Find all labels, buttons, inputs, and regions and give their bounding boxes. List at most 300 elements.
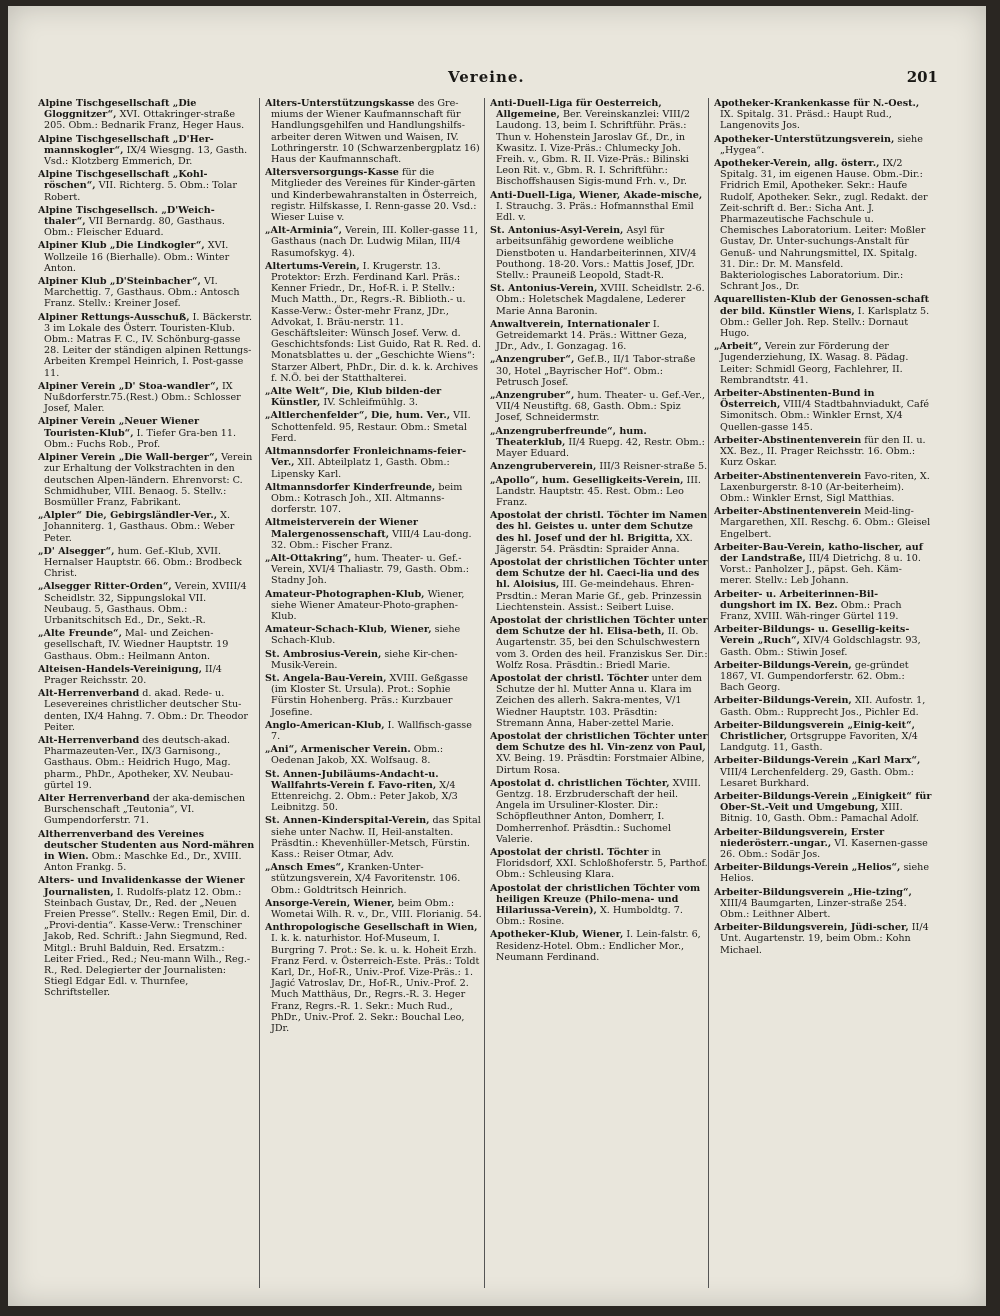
entry-heading: St. Antonius-Asyl-Verein, <box>490 225 624 237</box>
directory-entry <box>490 190 708 224</box>
entry-text: VIII/4 Stadtbahnviadukt, Café Simonitsch. <box>720 399 930 422</box>
column-3 <box>490 98 708 1298</box>
entry-text: Vorst.: Panholzer J., päpst. Geh. Käm-merer. <box>720 564 902 587</box>
directory-entry <box>265 517 483 551</box>
entry-text: Obm.: Maschke Ed., Dr., XVIII. Anton Frankg. 5. <box>44 851 242 874</box>
directory-entry <box>714 589 932 623</box>
entry-text: Obm.: Peter Jakob, X/3 Leibnitzg. 50. <box>271 790 458 814</box>
entry-text: Obm.: Matras F. C., IV. Schönburg-gasse 28. <box>44 334 241 357</box>
entry-text: Dir.: Wolfz Rosa. <box>496 648 708 671</box>
entry-text: Obm.: Bednarik Franz, Heger Haus. <box>68 120 245 132</box>
entry-heading: Apostolat der christl. Töchter <box>490 847 649 858</box>
entry-heading: Apotheker-Klub, Wiener, <box>490 929 624 941</box>
entry-text: Obm.: Pamachal Adolf. <box>808 813 919 825</box>
entry-text: Präsdtin.: Suchomel Valerie. <box>496 822 671 845</box>
directory-entry <box>265 769 483 814</box>
entry-text: Verw. d. Geschichtsfonds: List Guido, Rat R. <box>271 328 461 351</box>
entry-text: hum. Gef.-Klub, XVII. Hernalser Hauptstr. 66. <box>44 545 221 568</box>
entry-text: siehe Helios. <box>720 862 929 885</box>
entry-text: Dir.: Schöpfleuthner Anton, Domherr, I. Domherrenhof. <box>496 800 665 834</box>
entry-text: Obm.: Geller Joh. Rep. <box>720 316 830 328</box>
entry-text: VII Bernardg. 80, Gasthaus. <box>88 216 225 228</box>
entry-heading: St. Angela-Bau-Verein, <box>265 672 387 684</box>
entry-text: Obm.: Urbanitschitsch Ed., Dr., Sekt.-R. <box>44 603 206 626</box>
entry-text: Verein zur Förderung der Jugenderziehung, IX. Wasag. 8. <box>720 341 889 364</box>
entry-heading: „Alsegger Ritter-Orden“, <box>38 581 172 593</box>
entry-text: Präsdtin.: Khevenhüller-Metsch, Fürstin. <box>271 837 470 849</box>
entry-text: Stellv.: Leb Johann. <box>754 575 849 587</box>
entry-text: III/4 Dietrichg. 8 u. 10. <box>808 552 921 564</box>
entry-text: des deutsch-akad. Pharmazeuten-Ver., IX/3 Garnisong., Gasthaus. <box>44 734 231 769</box>
directory-entry <box>38 510 256 544</box>
entry-heading: Alteisen-Handels-Vereinigung, <box>38 663 202 675</box>
entry-heading: Arbeiter-Bildungs-Verein, <box>714 659 852 671</box>
entry-heading: Arbeiter-Bildungsverein „Einig-keit“, Christlicher, <box>714 719 915 742</box>
entry-text: Obm.: Rupprecht Jos., Pichler Ed. <box>754 706 919 718</box>
entry-text: Obm.: Schleusing Klara. <box>496 869 615 881</box>
entry-heading: Apostolat der christlichen Töchter unter dem Schutze des hl. Vin-zenz von Paul, <box>490 730 708 754</box>
entry-text: Obm.: Winkler Ernst, X/4 Quellen-gasse 145. <box>720 410 903 433</box>
entry-text: Sekr., zugl. Redakt. der Zeit-schrift d. Ber.: Sicha Ant. J. <box>720 191 928 214</box>
entry-text: XIV/4 Goldschlagstr. 93, Gasth. <box>720 635 921 658</box>
entry-heading: Apostolat der christl. Töchter im Namen des hl. Geistes u. unter dem Schutze des hl. Josef und der hl. Brigitta, <box>490 510 708 544</box>
entry-heading: Alpine Tischgesellsch. „D'Weich-thaler“, <box>38 204 215 228</box>
directory-entry <box>265 862 483 896</box>
directory-entry <box>490 283 708 317</box>
entry-text: ge-gründet 1867, VI. Gumpendorferstr. 62. <box>720 659 909 682</box>
directory-entry <box>714 887 932 921</box>
entry-heading: Aquarellisten-Klub der Genossen-schaft der bild. Künstler Wiens, <box>714 294 930 317</box>
entry-heading: „Alte Welt“, Die, Klub bilden-der Künstler, <box>265 386 442 409</box>
entry-text: Präsdtin: Spraider Anna. <box>558 543 680 555</box>
directory-entry <box>265 482 483 516</box>
entry-text: für die Mitglieder des Vereines für Kinder-gärten und Kinderbewahranstalten in Österreich, registr. Hilfskasse, I. Renn-gasse 20. <box>271 167 478 212</box>
entry-heading: Altertums-Verein, <box>265 260 360 272</box>
directory-entry <box>38 276 256 310</box>
directory-entry <box>714 471 932 505</box>
directory-entry <box>490 354 708 388</box>
column-divider <box>484 98 485 1288</box>
directory-entry <box>38 452 256 508</box>
entry-text: Wiener, siehe Wiener Amateur-Photo-graphen-Klub. <box>271 588 465 622</box>
directory-entry <box>490 319 708 353</box>
entry-text: Präs.: Wittner Geza, JDr., Adv., I. Gonzagag. 16. <box>496 330 687 353</box>
directory-entry <box>38 628 256 662</box>
directory-entry <box>265 649 483 671</box>
entry-text: I. Tiefer Gra-ben 11. <box>136 427 237 439</box>
entry-text: VI. Marchettig. 7, Gasthaus. <box>44 276 218 299</box>
entry-text: X. Johanniterg. 1, Gasthaus. <box>44 510 230 533</box>
directory-entry <box>38 735 256 791</box>
directory-entry <box>490 426 708 460</box>
entry-text: I. k. k. naturhistor. Hof-Museum, I. Burgring 7. <box>271 933 441 956</box>
entry-text: VI. Kasernen-gasse 26. <box>720 837 928 860</box>
entry-heading: „Anzengruber“, <box>490 354 575 366</box>
entry-heading: Alters-Unterstützungskasse <box>265 98 415 109</box>
directory-entry <box>38 416 256 450</box>
entry-heading: St. Ambrosius-Verein, <box>265 648 382 660</box>
entry-text: Stellv.: Dornaut Hugo. <box>720 316 909 340</box>
column-1 <box>38 98 256 1298</box>
directory-entry <box>38 240 256 274</box>
entry-heading: Apostolat der christlichen Töchter unter dem Schutze der hl. Caeci-lia und des hl. Aloisius, <box>490 556 708 591</box>
directory-entry <box>490 731 708 776</box>
entry-heading: „Anzengruber“, <box>490 390 575 402</box>
directory-entry <box>490 847 708 881</box>
column-2 <box>265 98 483 1298</box>
entry-heading: Arbeiter-Bau-Verein, katho-lischer, auf der Landstraße, <box>714 541 923 564</box>
directory-entry <box>490 929 708 963</box>
entry-text: I. Krugerstr. 13. <box>362 260 441 272</box>
entry-heading: Alpiner Verein „Neuer Wiener Touristen-Klub“, <box>38 416 200 439</box>
entry-heading: St. Antonius-Verein, <box>490 283 598 295</box>
entry-heading: Arbeiter-Bildungs-Verein „Helios“, <box>714 862 901 874</box>
directory-entry <box>714 98 932 132</box>
entry-text: Kasse-Verw.: Trenschiner Jakob, Red. <box>44 920 242 943</box>
entry-heading: St. Annen-Jubiläums-Andacht-u. Wallfahrts-Verein f. Favo-riten, <box>265 768 439 791</box>
entry-heading: Alpine Tischgesellschaft „D'Her-mannskogler“, <box>38 133 214 156</box>
entry-text: 2. Much Matthäus, Dr., Regrs.-R. <box>271 978 469 1001</box>
entry-heading: Apostolat der christlichen Töchter unter dem Schutze der hl. Elisa-beth, <box>490 614 708 638</box>
entry-text: siehe Schach-Klub. <box>271 624 461 647</box>
entry-text: Obm.: Rosine. <box>496 916 565 928</box>
entry-text: VIII/4 Lau-dong. 32. <box>271 528 472 551</box>
directory-entry <box>265 815 483 860</box>
directory-entry <box>714 922 932 956</box>
entry-heading: „Arbeit“, <box>714 341 762 353</box>
directory-entry <box>265 744 483 766</box>
entry-text: Obm.: Fischer Franz. <box>289 539 393 551</box>
directory-entry <box>265 410 483 444</box>
column-divider <box>259 98 260 1288</box>
entry-text: Obm.: Schlosser Josef, Maler. <box>44 392 241 415</box>
entry-text: III/3 Reisner-straße 5. <box>599 461 708 473</box>
entry-text: hum. Theater- u. Gef.-Ver., VII/4 Neustiftg. 68, Gasth. <box>496 390 706 413</box>
entry-text: XV. Being. 19. <box>496 753 564 765</box>
entry-text: IX Nußdorferstr.75.(Rest.) <box>44 380 233 404</box>
entry-text: XX. Jägerstr. 54. <box>496 532 693 555</box>
directory-entry <box>38 98 256 132</box>
directory-entry <box>38 312 256 379</box>
directory-entry <box>265 167 483 223</box>
entry-text: Präs.: Kenner Friedr., Dr., Hof-R. i. P. <box>271 272 461 295</box>
entry-text: 2. Sekr.: Bouchal Leo, JDr. <box>271 1011 465 1035</box>
entry-heading: Apostolat d. christlichen Töchter, <box>490 777 670 789</box>
directory-entry <box>714 862 932 884</box>
entry-text: Mitgl.: Bruhl Balduin, Red. <box>44 942 175 954</box>
directory-entry <box>38 134 256 168</box>
entry-text: Obm.: Sodär Jos. <box>738 849 821 860</box>
entry-text: Ehrenvorst: C. Schmidhuber, VIII. Benaog. 5. <box>44 474 243 497</box>
directory-entry <box>265 898 483 920</box>
entry-text: Obm.: Lipensky Karl. <box>271 457 450 480</box>
entry-heading: Arbeiter-Abstinentenverein <box>714 470 862 482</box>
entry-text: siehe Kir-chen-Musik-Verein. <box>271 648 458 671</box>
page-number: 201 <box>906 68 938 86</box>
directory-entry <box>38 205 256 239</box>
directory-entry <box>265 386 483 408</box>
entry-text: IX/4 Wiesgng. 13, Gasth. <box>126 144 248 156</box>
directory-page <box>8 6 986 1306</box>
entry-heading: Amateur-Schach-Klub, Wiener, <box>265 624 432 636</box>
entry-text: Obm.: Endlicher Mor., Neumann Ferdinand. <box>496 940 685 963</box>
entry-text: Prot.: Sophie Fürstin Hohenberg. <box>271 684 451 707</box>
entry-text: Vsd.: Klotzberg Emmerich, Dr. <box>44 156 193 168</box>
entry-heading: Arbeiter-Abstinentenverein <box>714 506 862 518</box>
directory-entry <box>265 261 483 384</box>
directory-entry <box>265 589 483 623</box>
entry-text: XIII/4 Baumgarten, Linzer-straße 254. <box>720 897 907 909</box>
directory-entry <box>38 169 256 203</box>
entry-text: Obm.: Steinbach Gustav, Dr., Red. der „Neuen Freien Presse“. <box>44 886 242 921</box>
entry-text: Obm.: Prach Franz, XVIII. Wäh-ringer Gürtel 119. <box>720 599 902 622</box>
entry-heading: „Apollo“, hum. Geselligkeits-Verein, <box>490 474 684 486</box>
directory-entry <box>490 557 708 613</box>
entry-text: Sekr.: Haufe Rudolf, Apotheker. <box>720 180 908 203</box>
entry-heading: Altmeisterverein der Wiener Malergenossenschaft, <box>265 517 418 540</box>
directory-entry <box>490 475 708 509</box>
entry-text: III. Ge-meindehaus. <box>562 579 659 591</box>
entry-text: Biblioth.- u. Kasse-Verw.: Öster-mehr Franz, JDr., Advokat, I. Bräu-nerstr. 11. <box>271 294 466 328</box>
entry-text: Protektor: Erzh. Ferdinand Karl. <box>271 272 430 284</box>
entry-text: Favo-riten, X. Laxenburgerstr. 8-10 (Ar-beiterheim). <box>720 470 930 493</box>
entry-heading: Alpiner Klub „Die Lindkogler“, <box>38 240 205 252</box>
entry-heading: Apotheker-Verein, allg. österr., <box>714 158 880 170</box>
entry-text: VII. Schottenfeld. 95, Restaur. <box>271 410 471 433</box>
entry-heading: Arbeiter-Bildungsverein, Jüdi-scher, <box>714 922 909 934</box>
entry-text: X/4 Ettenreichg. 2. <box>271 779 456 802</box>
entry-text: Ber. Vereinskanzlei: VIII/2 Laudong. 13, beim I. Schriftführ. <box>496 109 690 132</box>
directory-entry <box>265 98 483 165</box>
directory-entry <box>265 624 483 646</box>
entry-text: Obm.: Tolar Robert. <box>44 180 237 203</box>
entry-text: III. Landstr. Hauptstr. 45. Rest. <box>496 474 701 497</box>
entry-heading: Anthropologische Gesellschaft in Wien, <box>265 922 478 934</box>
entry-text: Vsd.: Wieser Luise v. <box>271 200 477 224</box>
column-divider <box>708 98 709 1288</box>
entry-text: Obm.: Winkler Ernst, Sigl Matthias. <box>720 492 895 504</box>
entry-text: I. Rudolfs-platz 12. <box>116 886 209 898</box>
entry-text: Kass.: Reiser Otmar, Adv. <box>271 849 394 860</box>
entry-text: Obm.: Kotrasch Joh., XII. Altmanns-dorferstr. 107. <box>271 492 445 516</box>
entry-text: beim <box>438 481 463 493</box>
directory-entry <box>265 553 483 587</box>
entry-heading: Anti-Duell-Liga für Oesterreich, Allgemeine, <box>490 98 662 121</box>
entry-text: XVI. Ottakringer-straße 205. <box>44 109 235 132</box>
entry-text: Obm.: Oedenan Jakob, XX. Wolfsaug. 8. <box>271 744 444 767</box>
directory-entry <box>265 720 483 742</box>
entry-text: Stellv.: Regen Emil, Dir. d. „Provi-dentia“. <box>44 909 250 932</box>
entry-text: Stellv.: Kreiner Josef. <box>78 298 181 310</box>
entry-heading: „Alt-Arminia“, <box>265 225 343 237</box>
entry-text: Obm.: Weber Peter. <box>44 521 235 544</box>
directory-entry <box>38 875 256 998</box>
entry-text: Mal- und Zeichen-gesellschaft, IV. Wiedner Hauptstr. 19 Gasthaus. <box>44 628 229 662</box>
entry-heading: Altmannsdorfer Kinderfreunde, <box>265 481 436 493</box>
entry-heading: Arbeiter-Bildungs- u. Gesellig-keits-Verein „Ruch“, <box>714 624 910 647</box>
entry-text: das Spital siehe unter Nachw. II, Heil-anstalten. <box>271 815 481 838</box>
entry-text: Stellv.: Much Matth., Dr., Regrs.-R. <box>271 283 455 306</box>
directory-entry <box>714 388 932 433</box>
entry-heading: Arbeiter-Bildungs-Verein, <box>714 695 852 707</box>
entry-text: Obm.: Holetschek Magdalene, Lederer Marie Anna Baronin. <box>496 294 686 317</box>
entry-heading: Arbeiter-Bildungsverein „Hie-tzing“, <box>714 886 912 898</box>
directory-entry <box>490 225 708 281</box>
entry-text: I. Lein-falstr. 6, Residenz-Hotel. <box>496 929 701 952</box>
entry-heading: Alpine Tischgesellschaft „Die Gloggnitzer“, <box>38 98 197 121</box>
entry-text: I. Vize-Präs.: Chlumecky Joh. Freih. v., Gbm. R. <box>496 142 681 166</box>
entry-text: Verein, III. Koller-gasse 11, Gasthaus (nach Dr. Ludwig Milan, III/4 Rasumofskyg. 4). <box>271 225 478 259</box>
entry-text: XII. Abteilplatz 1, Gasth. <box>297 457 418 469</box>
entry-heading: „Anzengruberfreunde“, hum. Theaterklub, <box>490 425 647 448</box>
entry-text: Pharmazeutische Fachschule u. Chemisches Laboratorium. Leiter: Moßler Gustav, Dr. Unter-suchungs-Anstalt für Genuß- und Nahrungsmittel, IX. Spitalg. 31. Dir.: Dr. M. Mansfeld. Bakteriologisches Laboratorium. Dir.: Schrant Jos., Dr. <box>720 214 926 293</box>
directory-entry <box>714 660 932 694</box>
directory-entry <box>714 341 932 386</box>
directory-entry <box>714 134 932 156</box>
entry-text: I. Schriftführ.: Bischoffshausen Sigis-mund Frh. v., Dr. <box>496 165 687 188</box>
entry-heading: „Alt-Ottakring“, <box>265 552 352 564</box>
entry-text: hum. Theater- u. Gef.-Verein, XVI/4 Thaliastr. 79, Gasth. <box>271 552 462 576</box>
entry-text: Präsd.: Haupt Rud., Langenovits Jos. <box>720 109 892 132</box>
entry-text: Obm.: Goldtritsch Heinrich. <box>271 884 407 896</box>
entry-text: Obm.: Fuchs Rob., Prof. <box>44 438 161 450</box>
entry-heading: Anwaltverein, Internationaler <box>490 318 650 330</box>
entry-text: Gef.B., II/1 Tabor-straße 30, Hotel „Bayrischer Hof“. <box>496 354 696 377</box>
entry-heading: Altherrenverband des Vereines deutscher Studenten aus Nord-mähren in Wien. <box>38 828 255 862</box>
entry-text: 3. Heger Franz, Regrs.-R. <box>271 989 466 1012</box>
directory-entry <box>38 581 256 626</box>
entry-heading: Ansorge-Verein, Wiener, <box>265 897 395 909</box>
entry-text: des Gre-miums der Wiener Kaufmannschaft für Handlungsgehilfen und Handlungshilfs-arbeiter deren Witwen und Waisen, IV. Lothringerstr. 10 (Schwarzenbergplatz 16) Haus der Kaufmannschaft. <box>271 98 480 166</box>
entry-text: I. Strauchg. 3. <box>496 200 566 212</box>
entry-heading: Alpiner Klub „D'Steinbacher“, <box>38 276 201 288</box>
directory-entry <box>714 158 932 292</box>
entry-text: Obm.: Stiwin Josef. <box>754 646 848 658</box>
page-title: Vereine. <box>448 68 525 86</box>
entry-text: II/4 Ruepg. 42, Restr. <box>568 436 673 448</box>
directory-entry <box>38 688 256 733</box>
entry-text: Obm.: Smetal Ferd. <box>271 421 467 444</box>
entry-heading: Arbeiter-Bildungs-Verein „Karl Marx“, <box>714 755 921 767</box>
entry-text: IV. Schleifmühlg. 3. <box>323 397 418 409</box>
entry-text: der aka-demischen Burschenschaft „Teutonia“, VI. Gumpendorferstr. 71. <box>44 792 246 827</box>
entry-text: XVIII. Geßgasse (im Kloster St. Ursula). <box>271 672 468 696</box>
directory-entry <box>714 791 932 825</box>
entry-text: XII. Aufostr. 1, Gasth. <box>720 695 926 718</box>
entry-heading: Apotheker-Unterstützungsverein, <box>714 133 895 145</box>
directory-entry <box>265 922 483 1034</box>
entry-text: Ortsgruppe Favoriten, X/4 Landgutg. 11, Gasth. <box>720 730 918 754</box>
entry-text: Präs.: Toldt Karl, Dr., Hof-R., Univ.-Prof. <box>271 955 480 979</box>
entry-text: Pädag. Leiter: Schmidl Georg, Fachlehrer, II. Rembrandtstr. 41. <box>720 352 909 386</box>
entry-text: I. Bäckerstr. 3 im Lokale des Österr. Touristen-Klub. <box>44 311 253 334</box>
directory-entry <box>265 673 483 718</box>
entry-text: Präs.: Thun v. Hohenstein Jaroslav Gf., Dr., in Kwasitz. <box>496 120 687 154</box>
entry-text: I. Getreidemarkt 14. <box>496 318 660 342</box>
entry-heading: Apostolat der christl. Töchter <box>490 672 649 684</box>
directory-entry <box>490 390 708 424</box>
entry-text: VII. Richterg. 5. <box>98 180 177 192</box>
entry-text: XVIII. Scheidlstr. 2-6. <box>600 283 705 295</box>
directory-entry <box>265 446 483 480</box>
entry-heading: „Alte Freunde“, <box>38 628 122 640</box>
entry-text: unter dem Schutze der hl. Mutter Anna u. Klara im Zeichen des allerh. Sakra-mentes, V/1 Wiedner Hauptstr. 103. <box>496 672 703 718</box>
directory-entry <box>490 615 708 671</box>
entry-heading: „Alpler“ Die, Gebirgsländler-Ver., <box>38 510 218 522</box>
directory-entry <box>490 510 708 555</box>
entry-text: Obm.-Dir.: Fridrich Emil, Apotheker. <box>720 169 923 192</box>
entry-text: Obm.: Brodbeck Christ. <box>44 556 242 580</box>
entry-text: Leiter der ständigen alpinen Rettungs-Arbeiten Krempel Heinrich, I. Post-gasse 11. <box>44 345 252 379</box>
directory-entry <box>490 673 708 729</box>
directory-entry <box>38 793 256 827</box>
entry-text: Schrift.: Jahn Siegmund, Red. <box>102 931 248 943</box>
entry-text: beim Obm.: Wometai Wilh. R. v., Dr., VIII. Florianig. 54. <box>271 897 482 921</box>
entry-text: für den II. u. XX. Bez., II. Prager Reichsstr. 16. <box>720 434 926 458</box>
entry-text: Obm.: Leithner Albert. <box>720 909 831 921</box>
entry-heading: Alpine Tischgesellschaft „Kohl-röschen“, <box>38 169 208 192</box>
directory-entry <box>38 546 256 580</box>
entry-heading: Altmannsdorfer Fronleichnams-feier-Ver., <box>265 446 467 469</box>
entry-heading: Amateur-Photographen-Klub, <box>265 588 425 600</box>
entry-text: Obm.: Dr. Theodor Peiter. <box>44 710 249 733</box>
entry-heading: „Ansch Emes“, <box>265 862 345 874</box>
entry-text: Obm.: Leo Franz. <box>496 485 684 508</box>
entry-heading: Anti-Duell-Liga, Wiener, Akade-mische, <box>490 189 703 201</box>
entry-text: Delegierter der Journalisten: Stiegl Edgar Edl. v. Thurnfee, Schriftsteller. <box>44 965 227 999</box>
directory-entry <box>714 755 932 789</box>
entry-heading: Anzengruberverein, <box>490 461 597 473</box>
entry-text: Kranken-Unter-stützungsverein, X/4 Favoritenstr. 106. <box>271 862 461 885</box>
entry-text: II/4 Unt. Augartenstr. 19, beim Obm.: Kohn Michael. <box>720 922 929 956</box>
entry-heading: Arbeiter- u. Arbeiterinnen-Bil-dungshort im IX. Bez. <box>714 588 879 611</box>
entry-text: Obm.: Antosch Franz. <box>44 287 240 310</box>
entry-text: XVIII. Gentzg. 18. Erzbruderschaft der heil. Angela im Ursuliner-Kloster. <box>496 777 701 812</box>
entry-text: X. Humboldtg. 7. <box>599 905 683 917</box>
page-header <box>8 68 986 94</box>
entry-text: XVI. Wollzeile 16 (Bierhalle). <box>44 240 229 263</box>
entry-text: Obm.: Winter Anton. <box>44 251 230 274</box>
entry-text: Obm.: Lesaret Burkhard. <box>720 766 914 789</box>
column-4 <box>714 98 932 1298</box>
directory-entry <box>490 778 708 845</box>
entry-text: Red. d. Monatsblattes u. der „Geschichte Wiens“: Starzer Albert, PhDr., Dir. d. k. k. Archives f. N.Ö. bei der Statthalterei. <box>271 339 482 384</box>
entry-heading: Alters- und Invalidenkasse der Wiener Journalisten, <box>38 875 245 898</box>
entry-text: Ersatzm.: Leiter Fried., Red.; Neu-mann Wilh., Reg.-R., Red. <box>44 942 251 977</box>
directory-entry <box>38 664 256 686</box>
entry-text: Obm.: Heidrich Hugo, Mag. pharm., PhDr., Apotheker, XV. Neubau-gürtel 19. <box>44 757 234 791</box>
entry-text: II/4 Prager Reichsstr. 20. <box>44 663 222 686</box>
directory-entry <box>714 624 932 658</box>
entry-text: IX. Spitalg. 31. <box>720 109 793 121</box>
entry-heading: Arbeiter-Bildungsverein, Erster niederösterr.-ungar., <box>714 826 885 849</box>
entry-text: Präs.: Hofmannsthal Emil Edl. v. <box>496 200 694 224</box>
entry-text: Geschäftsleiter: Wünsch Josef. <box>271 328 419 340</box>
directory-entry <box>714 435 932 469</box>
entry-heading: Altersversorgungs-Kasse <box>265 167 399 179</box>
entry-text: Assist.: Seibert Luise. <box>568 601 675 613</box>
entry-text: VIII/4 Lerchenfelderg. 29, Gasth. <box>720 766 882 778</box>
entry-text: II. Ob. Augartenstr. 35, bei den Schulschwestern vom 3. Orden des heil. Franziskus Ser. <box>496 626 700 660</box>
entry-text: Obm.: Kurz Oskar. <box>720 446 916 469</box>
directory-entry <box>265 225 483 259</box>
directory-entry <box>714 695 932 717</box>
entry-heading: „Altlerchenfelder“, Die, hum. Ver., <box>265 410 451 422</box>
entry-text: Obm.: Gleisel Engelbert. <box>720 517 931 540</box>
entry-heading: Alter Herrenverband <box>38 792 150 804</box>
entry-heading: St. Annen-Kinderspital-Verein, <box>265 815 430 827</box>
entry-heading: Apotheker-Krankenkasse für N.-Oest., <box>714 98 920 109</box>
